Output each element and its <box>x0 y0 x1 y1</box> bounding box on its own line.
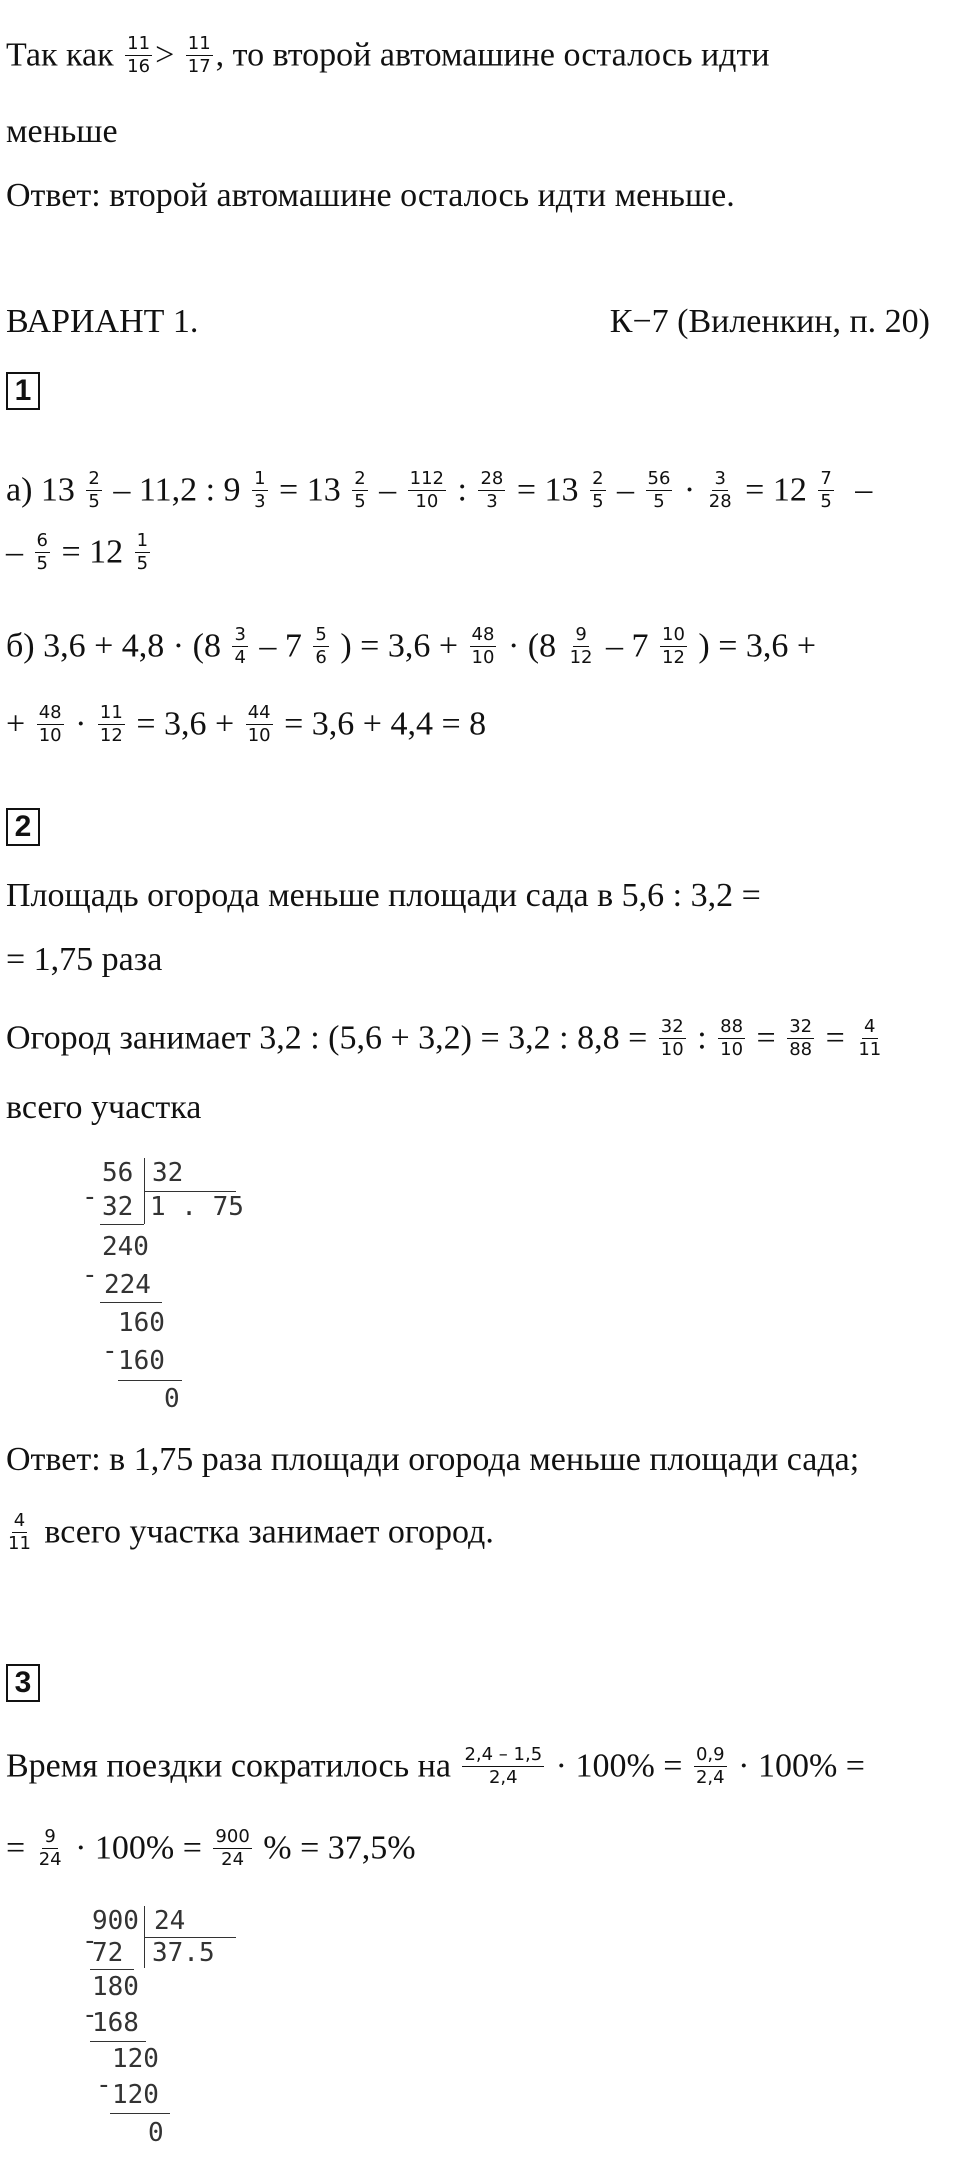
task1-a-line-1: а) 13 $\frac{2}{5}$ – 11,2 : 9 $\frac{1}{3}$ = 13 $\frac{2}{5}$ – $\frac{112}{10}$ : $\frac{28}{3}$ = 13 $\frac{2}{5}$ – $\frac{56}{5}$ · $\frac{3}{28}$ = 12 $\frac{7}{5}$ – <box>6 468 873 512</box>
task1-b-line-1: б) 3,6 + 4,8 · (8 $\frac{3}{4}$ – 7 $\frac{5}{6}$ ) = 3,6 + $\frac{48}{10}$ · (8 $\frac{9}{12}$ – 7 $\frac{10}{12}$ ) = 3,6 + <box>6 624 817 668</box>
task-number-box: 3 <box>6 1664 40 1702</box>
long-division: 56 32 - 32 1 . 75 240 - 224 160 - 160 0 <box>82 1158 244 1414</box>
long-division: 900 24 - 72 37.5 180 - 168 120 - 120 0 <box>82 1906 242 2156</box>
task2-line-3: Огород занимает 3,2 : (5,6 + 3,2) = 3,2 : 8,8 = $\frac{32}{10}$ : $\frac{88}{10}$ = $\frac{32}{88}$ = $\frac{4}{11}$ <box>6 1016 882 1060</box>
task3-line-1: Время поездки сократилось на $\frac{2,4 - 1,5}{2,4}$ · 100% = $\frac{0,9}{2,4}$ · 100% = <box>6 1744 865 1788</box>
task-number-box: 2 <box>6 808 40 846</box>
task2-line-2: = 1,75 раза <box>6 941 163 978</box>
task2-answer-line-2: $\frac{4}{11}$ всего участка занимает огород. <box>8 1510 494 1554</box>
task1-b-line-2: + $\frac{48}{10}$ · $\frac{11}{12}$ = 3,6 + $\frac{44}{10}$ = 3,6 + 4,4 = 8 <box>6 702 487 746</box>
task2-answer-line-1: Ответ: в 1,75 раза площади огорода меньше площади сада; <box>6 1441 860 1478</box>
fraction: $\frac{11}{16}$ <box>127 33 151 77</box>
task2-line-4: всего участка <box>6 1089 202 1126</box>
intro-answer: Ответ: второй автомашине осталось идти меньше. <box>6 177 735 214</box>
task2-line-1: Площадь огорода меньше площади сада в 5,6 : 3,2 = <box>6 877 761 914</box>
task3-line-2: = $\frac{9}{24}$ · 100% = $\frac{900}{24}$ % = 37,5% <box>6 1826 416 1870</box>
fraction: $\frac{11}{17}$ <box>187 33 211 77</box>
variant-source: К−7 (Виленкин, п. 20) <box>609 303 930 340</box>
intro-line-1: Так как $\frac{11}{16}$ > $\frac{11}{17}$ , то второй автомашине осталось идти <box>6 33 770 77</box>
intro-line-2: меньше <box>6 113 118 150</box>
task-number-box: 1 <box>6 372 40 410</box>
variant-title: ВАРИАНТ 1. <box>6 303 199 340</box>
task1-a-line-2: – $\frac{6}{5}$ = 12 $\frac{1}{5}$ <box>6 530 149 574</box>
